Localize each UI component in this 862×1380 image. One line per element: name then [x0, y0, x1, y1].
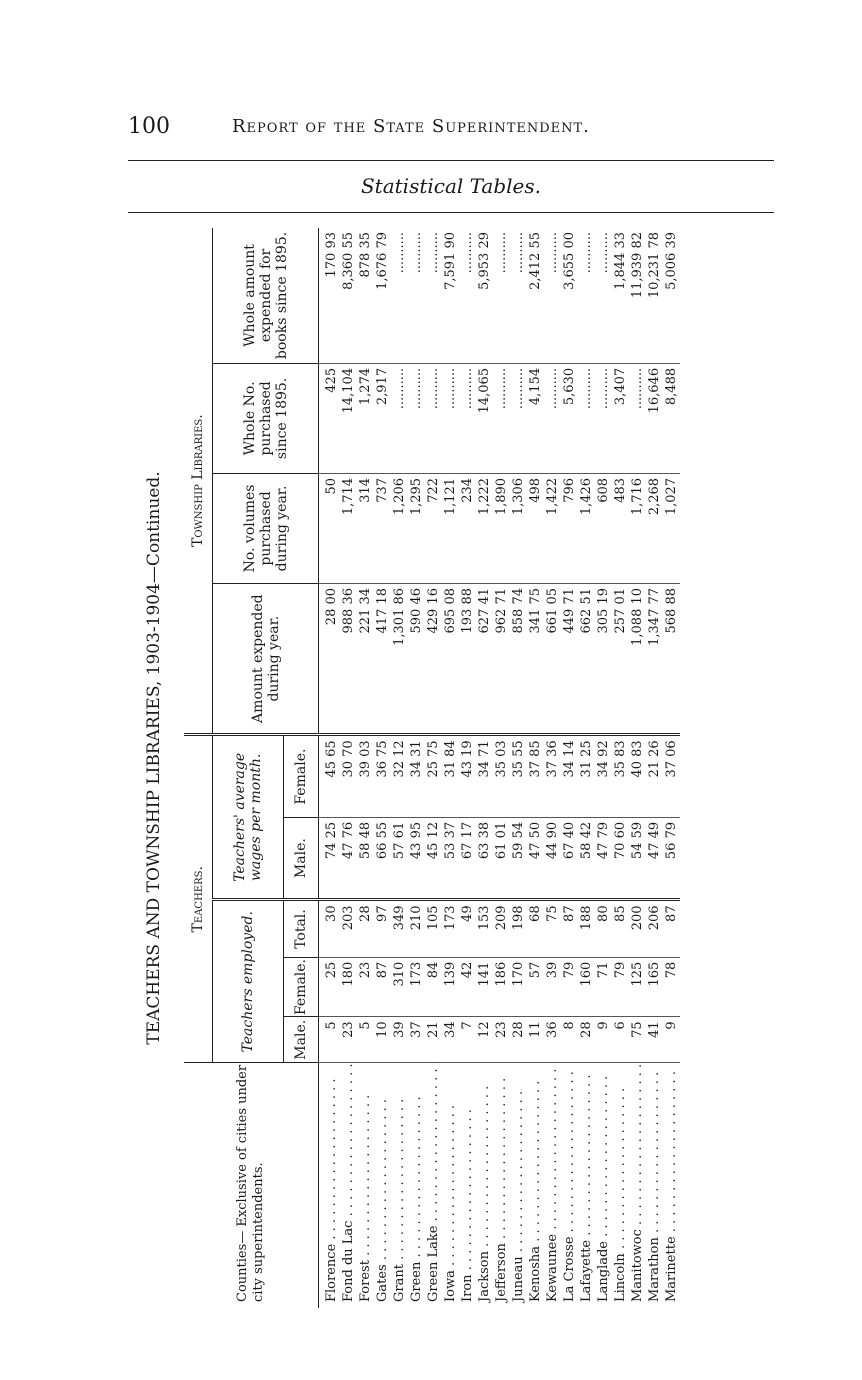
section-title: Statistical Tables. [360, 174, 542, 198]
cell-male: 6 [612, 1017, 629, 1063]
statistics-table [184, 228, 680, 1308]
cell-wage-male: 67 17 [459, 817, 476, 900]
cell-whole-amount: 3,655 00 [561, 228, 578, 363]
amount-year-header: Amount expended during year. [213, 583, 319, 734]
section-rule [128, 212, 774, 213]
cell-total: 173 [442, 900, 459, 957]
cell-total: 68 [527, 900, 544, 957]
cell-wage-male: 74 25 [319, 817, 341, 900]
cell-female: 42 [459, 957, 476, 1017]
cell-county: Jefferson . . . [493, 1063, 510, 1308]
cell-volumes-year: 737 [374, 473, 391, 583]
cell-county: Grant . . . [391, 1063, 408, 1308]
cell-whole-amount: .......... [544, 228, 561, 363]
cell-male: 5 [357, 1017, 374, 1063]
cell-whole-no: .......... [544, 363, 561, 473]
cell-female: 71 [595, 957, 612, 1017]
cell-wage-female: 35 03 [493, 735, 510, 818]
cell-volumes-year: 1,027 [663, 473, 680, 583]
cell-female: 141 [476, 957, 493, 1017]
cell-total: 75 [544, 900, 561, 957]
cell-whole-no: 425 [319, 363, 341, 473]
cell-male: 36 [544, 1017, 561, 1063]
table-row [527, 228, 544, 1308]
cell-county: Kewaunee . . . [544, 1063, 561, 1308]
cell-whole-amount: 5,006 39 [663, 228, 680, 363]
table-row [646, 228, 663, 1308]
cell-whole-amount: 7,591 90 [442, 228, 459, 363]
cell-male: 37 [408, 1017, 425, 1063]
cell-county: Jackson . . . [476, 1063, 493, 1308]
cell-whole-no: .......... [425, 363, 442, 473]
cell-wage-female: 30 70 [340, 735, 357, 818]
cell-volumes-year: 50 [319, 473, 341, 583]
employed-subgroup-header: Teachers employed. [213, 900, 284, 1063]
cell-male: 11 [527, 1017, 544, 1063]
cell-amount-year: 1,347 77 [646, 583, 663, 734]
cell-wage-male: 58 42 [578, 817, 595, 900]
cell-whole-no: .......... [459, 363, 476, 473]
cell-wage-female: 36 75 [374, 735, 391, 818]
cell-wage-female: 31 25 [578, 735, 595, 818]
cell-total: 206 [646, 900, 663, 957]
cell-female: 186 [493, 957, 510, 1017]
cell-amount-year: 1,301 86 [391, 583, 408, 734]
cell-amount-year: 28 00 [319, 583, 341, 734]
cell-volumes-year: 1,422 [544, 473, 561, 583]
cell-county: Forest . . . [357, 1063, 374, 1308]
table-row [544, 228, 561, 1308]
cell-total: 105 [425, 900, 442, 957]
cell-county: Marinette . . . [663, 1063, 680, 1308]
teachers-group-header: Teachers. [184, 735, 213, 1063]
cell-county: Florence . . . [319, 1063, 341, 1308]
cell-volumes-year: 796 [561, 473, 578, 583]
cell-whole-amount: 2,412 55 [527, 228, 544, 363]
table-row [561, 228, 578, 1308]
cell-female: 79 [612, 957, 629, 1017]
cell-whole-amount: .......... [493, 228, 510, 363]
group-header-row [184, 228, 213, 1308]
cell-male: 23 [340, 1017, 357, 1063]
cell-whole-amount: .......... [578, 228, 595, 363]
cell-wage-female: 34 31 [408, 735, 425, 818]
cell-wage-female: 34 71 [476, 735, 493, 818]
cell-total: 97 [374, 900, 391, 957]
table-row [319, 228, 341, 1308]
cell-volumes-year: 314 [357, 473, 374, 583]
cell-wage-male: 70 60 [612, 817, 629, 900]
cell-county: Iowa . . . [442, 1063, 459, 1308]
cell-county: Green Lake . . . [425, 1063, 442, 1308]
cell-female: 165 [646, 957, 663, 1017]
cell-whole-amount: .......... [459, 228, 476, 363]
table-row [408, 228, 425, 1308]
cell-whole-amount: .......... [408, 228, 425, 363]
cell-male: 23 [493, 1017, 510, 1063]
cell-wage-male: 47 79 [595, 817, 612, 900]
cell-wage-male: 63 38 [476, 817, 493, 900]
cell-volumes-year: 1,716 [629, 473, 646, 583]
cell-wage-male: 57 61 [391, 817, 408, 900]
cell-wage-male: 56 79 [663, 817, 680, 900]
cell-total: 349 [391, 900, 408, 957]
cell-volumes-year: 608 [595, 473, 612, 583]
cell-amount-year: 661 05 [544, 583, 561, 734]
cell-wage-female: 39 03 [357, 735, 374, 818]
cell-male: 39 [391, 1017, 408, 1063]
table-row [425, 228, 442, 1308]
total-header: Total. [284, 900, 319, 957]
whole-amount-header: Whole amount expended for books since 1895. [213, 228, 319, 363]
cell-amount-year: 341 75 [527, 583, 544, 734]
cell-county: Manitowoc . . . [629, 1063, 646, 1308]
wage-female-header: Female. [284, 735, 319, 818]
cell-volumes-year: 1,890 [493, 473, 510, 583]
cell-female: 310 [391, 957, 408, 1017]
rotated-table-region [128, 228, 774, 1308]
cell-wage-female: 25 75 [425, 735, 442, 818]
cell-total: 210 [408, 900, 425, 957]
table-title: TEACHERS AND TOWNSHIP LIBRARIES, 1903-1904—Continued. [144, 471, 164, 1045]
cell-wage-female: 35 83 [612, 735, 629, 818]
cell-volumes-year: 1,222 [476, 473, 493, 583]
cell-total: 49 [459, 900, 476, 957]
cell-female: 79 [561, 957, 578, 1017]
cell-whole-no: .......... [493, 363, 510, 473]
cell-amount-year: 193 88 [459, 583, 476, 734]
cell-amount-year: 988 36 [340, 583, 357, 734]
cell-volumes-year: 234 [459, 473, 476, 583]
cell-whole-no: .......... [578, 363, 595, 473]
cell-volumes-year: 1,306 [510, 473, 527, 583]
table-row [493, 228, 510, 1308]
cell-whole-no: 2,917 [374, 363, 391, 473]
cell-wage-male: 44 90 [544, 817, 561, 900]
cell-amount-year: 695 08 [442, 583, 459, 734]
table-row [391, 228, 408, 1308]
cell-female: 170 [510, 957, 527, 1017]
cell-wage-male: 47 50 [527, 817, 544, 900]
female-header: Female. [284, 957, 319, 1017]
cell-male: 28 [578, 1017, 595, 1063]
cell-amount-year: 590 46 [408, 583, 425, 734]
cell-whole-amount: 8,360 55 [340, 228, 357, 363]
cell-amount-year: 1,088 10 [629, 583, 646, 734]
table-row [442, 228, 459, 1308]
cell-whole-no: 3,407 [612, 363, 629, 473]
cell-wage-female: 45 65 [319, 735, 341, 818]
cell-volumes-year: 722 [425, 473, 442, 583]
cell-whole-no: .......... [629, 363, 646, 473]
cell-amount-year: 429 16 [425, 583, 442, 734]
cell-wage-female: 21 26 [646, 735, 663, 818]
table-row [629, 228, 646, 1308]
cell-female: 173 [408, 957, 425, 1017]
cell-whole-amount: .......... [510, 228, 527, 363]
cell-whole-no: 16,646 [646, 363, 663, 473]
table-row [340, 228, 357, 1308]
cell-wage-male: 66 55 [374, 817, 391, 900]
cell-whole-no: 1,274 [357, 363, 374, 473]
cell-amount-year: 305 19 [595, 583, 612, 734]
cell-wage-male: 47 76 [340, 817, 357, 900]
cell-male: 9 [595, 1017, 612, 1063]
cell-female: 160 [578, 957, 595, 1017]
cell-whole-amount: 1,676 79 [374, 228, 391, 363]
libraries-group-header: Township Libraries. [184, 228, 213, 735]
cell-wage-male: 45 12 [425, 817, 442, 900]
table-row [595, 228, 612, 1308]
cell-whole-amount: .......... [595, 228, 612, 363]
running-head: Report of the State Superintendent. [232, 116, 590, 137]
cell-total: 87 [663, 900, 680, 957]
cell-total: 153 [476, 900, 493, 957]
cell-total: 203 [340, 900, 357, 957]
cell-male: 28 [510, 1017, 527, 1063]
cell-volumes-year: 498 [527, 473, 544, 583]
cell-wage-male: 54 59 [629, 817, 646, 900]
cell-amount-year: 627 41 [476, 583, 493, 734]
cell-county: Lincoln . . . [612, 1063, 629, 1308]
volumes-year-header: No. volumes purchased during year. [213, 473, 319, 583]
cell-female: 139 [442, 957, 459, 1017]
cell-male: 34 [442, 1017, 459, 1063]
cell-whole-no: .......... [442, 363, 459, 473]
cell-county: Green . . . [408, 1063, 425, 1308]
whole-no-header: Whole No. purchased since 1895. [213, 363, 319, 473]
cell-amount-year: 417 18 [374, 583, 391, 734]
table-row [612, 228, 629, 1308]
cell-wage-female: 34 92 [595, 735, 612, 818]
cell-wage-female: 32 12 [391, 735, 408, 818]
table-row [578, 228, 595, 1308]
cell-whole-amount: 170 93 [319, 228, 341, 363]
cell-whole-amount: 878 35 [357, 228, 374, 363]
cell-whole-amount: 1,844 33 [612, 228, 629, 363]
cell-wage-female: 43 19 [459, 735, 476, 818]
wages-subgroup-header: Teachers' average wages per month. [213, 735, 284, 900]
cell-county: Gates . . . [374, 1063, 391, 1308]
cell-wage-male: 53 37 [442, 817, 459, 900]
cell-wage-male: 59 54 [510, 817, 527, 900]
cell-amount-year: 257 01 [612, 583, 629, 734]
cell-female: 84 [425, 957, 442, 1017]
cell-amount-year: 221 34 [357, 583, 374, 734]
cell-wage-female: 31 84 [442, 735, 459, 818]
cell-volumes-year: 1,714 [340, 473, 357, 583]
cell-female: 39 [544, 957, 561, 1017]
cell-wage-female: 40 83 [629, 735, 646, 818]
cell-county: Iron . . . [459, 1063, 476, 1308]
cell-county: Juneau . . . [510, 1063, 527, 1308]
cell-total: 209 [493, 900, 510, 957]
table-row [459, 228, 476, 1308]
cell-whole-amount: 10,231 78 [646, 228, 663, 363]
cell-wage-male: 58 48 [357, 817, 374, 900]
table-row [374, 228, 391, 1308]
cell-total: 87 [561, 900, 578, 957]
cell-amount-year: 449 71 [561, 583, 578, 734]
cell-female: 25 [319, 957, 341, 1017]
cell-whole-no: .......... [510, 363, 527, 473]
table-row [663, 228, 680, 1308]
cell-total: 30 [319, 900, 341, 957]
header-rule [128, 160, 774, 161]
cell-amount-year: 858 74 [510, 583, 527, 734]
cell-whole-no: 14,065 [476, 363, 493, 473]
cell-wage-male: 47 49 [646, 817, 663, 900]
cell-male: 5 [319, 1017, 341, 1063]
male-header: Male. [284, 1017, 319, 1063]
cell-whole-amount: 5,953 29 [476, 228, 493, 363]
cell-county: Lafayette . . . [578, 1063, 595, 1308]
cell-wage-female: 37 06 [663, 735, 680, 818]
cell-female: 78 [663, 957, 680, 1017]
cell-volumes-year: 1,121 [442, 473, 459, 583]
cell-male: 8 [561, 1017, 578, 1063]
cell-whole-no: .......... [595, 363, 612, 473]
cell-whole-no: 14,104 [340, 363, 357, 473]
cell-female: 57 [527, 957, 544, 1017]
table-body [319, 228, 681, 1308]
cell-wage-male: 67 40 [561, 817, 578, 900]
cell-volumes-year: 1,206 [391, 473, 408, 583]
table-row [357, 228, 374, 1308]
wage-male-header: Male. [284, 817, 319, 900]
cell-wage-male: 61 01 [493, 817, 510, 900]
cell-male: 7 [459, 1017, 476, 1063]
cell-female: 23 [357, 957, 374, 1017]
cell-total: 188 [578, 900, 595, 957]
cell-county: Langlade . . . [595, 1063, 612, 1308]
cell-whole-amount: .......... [391, 228, 408, 363]
cell-volumes-year: 1,426 [578, 473, 595, 583]
cell-wage-female: 37 36 [544, 735, 561, 818]
cell-county: Kenosha . . . [527, 1063, 544, 1308]
cell-male: 12 [476, 1017, 493, 1063]
cell-female: 125 [629, 957, 646, 1017]
cell-total: 28 [357, 900, 374, 957]
page-number: 100 [128, 114, 170, 139]
cell-volumes-year: 483 [612, 473, 629, 583]
cell-male: 75 [629, 1017, 646, 1063]
cell-female: 87 [374, 957, 391, 1017]
cell-wage-male: 43 95 [408, 817, 425, 900]
cell-whole-no: 4,154 [527, 363, 544, 473]
page-header [128, 112, 774, 148]
counties-header: Counties— Exclusive of cities under city superintendents. [184, 1063, 319, 1308]
cell-total: 85 [612, 900, 629, 957]
cell-whole-amount: 11,939 82 [629, 228, 646, 363]
cell-whole-no: .......... [408, 363, 425, 473]
cell-wage-female: 37 85 [527, 735, 544, 818]
cell-total: 80 [595, 900, 612, 957]
cell-wage-female: 34 14 [561, 735, 578, 818]
cell-amount-year: 962 71 [493, 583, 510, 734]
cell-whole-no: 5,630 [561, 363, 578, 473]
cell-whole-no: 8,488 [663, 363, 680, 473]
cell-county: Fond du Lac . . . [340, 1063, 357, 1308]
table-row [510, 228, 527, 1308]
cell-county: Marathon . . . [646, 1063, 663, 1308]
cell-whole-no: .......... [391, 363, 408, 473]
cell-amount-year: 662 51 [578, 583, 595, 734]
cell-male: 41 [646, 1017, 663, 1063]
cell-male: 21 [425, 1017, 442, 1063]
cell-whole-amount: .......... [425, 228, 442, 363]
cell-total: 200 [629, 900, 646, 957]
table-row [476, 228, 493, 1308]
cell-male: 10 [374, 1017, 391, 1063]
cell-total: 198 [510, 900, 527, 957]
cell-amount-year: 568 88 [663, 583, 680, 734]
cell-female: 180 [340, 957, 357, 1017]
cell-wage-female: 35 55 [510, 735, 527, 818]
cell-volumes-year: 1,295 [408, 473, 425, 583]
cell-male: 9 [663, 1017, 680, 1063]
cell-volumes-year: 2,268 [646, 473, 663, 583]
cell-county: La Crosse . . . [561, 1063, 578, 1308]
